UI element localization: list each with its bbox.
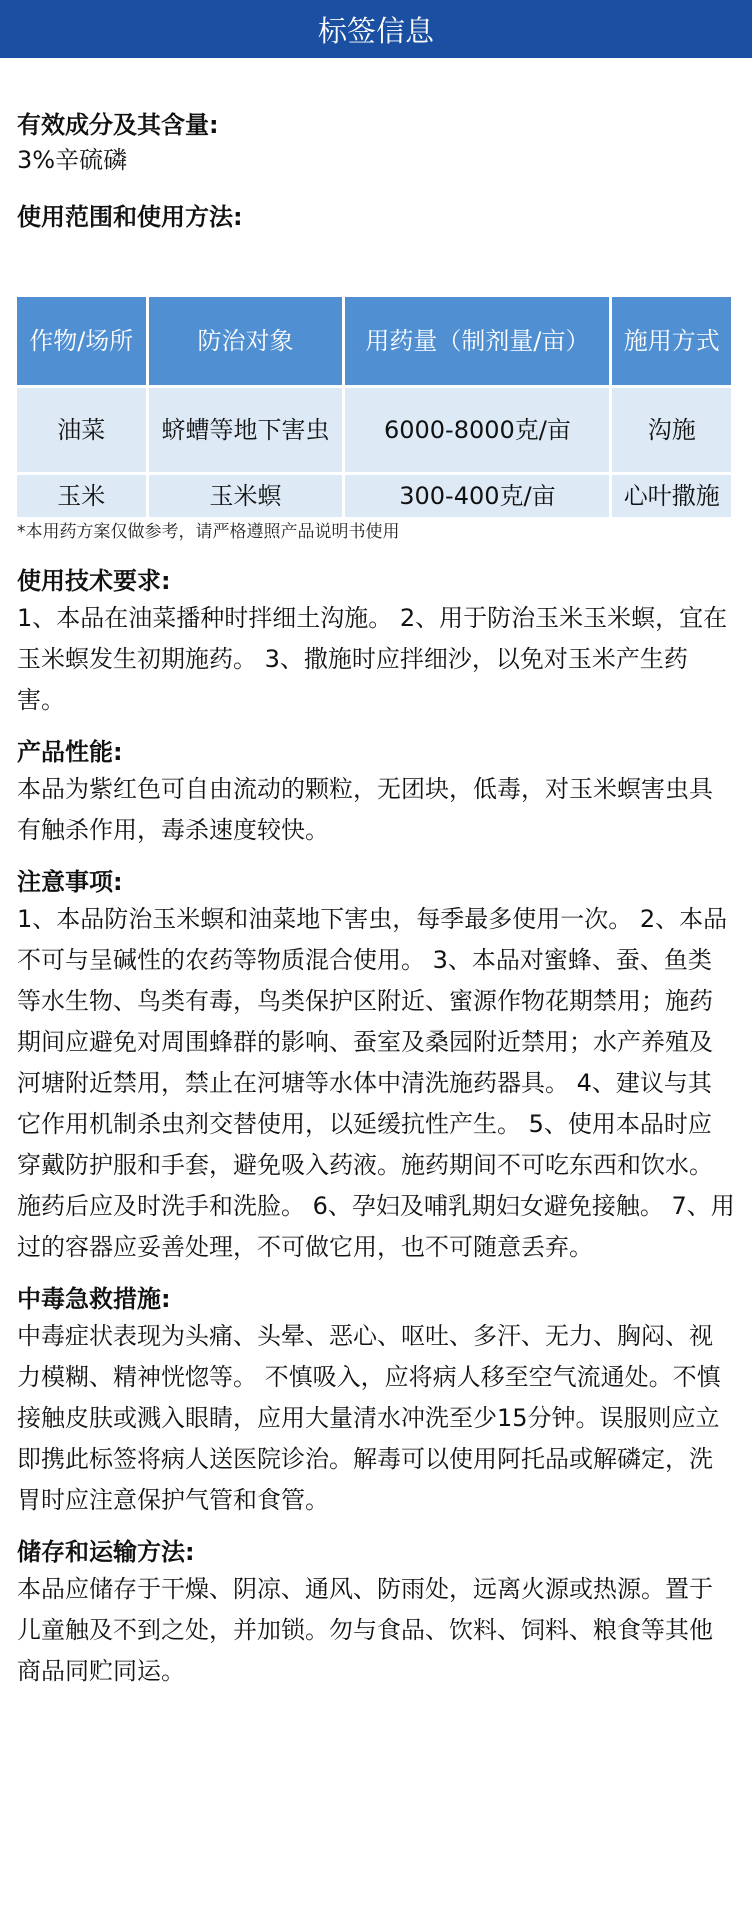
usage-scope-title: 使用范围和使用方法: [17, 203, 243, 231]
section-body-storage: 本品应储存于干燥、阴凉、通风、防雨处，远离火源或热源。置于儿童触及不到之处，并加锁。勿与食品、饮料、饲料、粮食等其他商品同贮同运。 [17, 1575, 713, 1685]
section-body-tech: 1、本品在油菜播种时拌细土沟施。 2、用于防治玉米玉米螟，宜在玉米螟发生初期施药。 3、撒施时应拌细沙，以免对玉米产生药害。 [17, 604, 728, 714]
table-cell: 300-400克/亩 [345, 475, 609, 517]
section-body-precautions: 1、本品防治玉米螟和油菜地下害虫，每季最多使用一次。 2、本品不可与呈碱性的农药等物质混合使用。 3、本品对蜜蜂、蚕、鱼类等水生物、鸟类有毒，鸟类保护区附近、蜜源作物花期禁用；施药期间应避免对周围蜂群的影响、蚕室及桑园附近禁用；水产养殖及河塘附近禁用，禁止在河塘等水体中清洗施药器具。 4、建议与其它作用机制杀虫剂交替使用，以延缓抗性产生。 5、使用本品时应穿戴防护服和手套，避免吸入药液。施药期间不可吃东西和饮水。施药后应及时洗手和洗脸。 6、孕妇及哺乳期妇女避免接触。 7、用过的容器应妥善处理，不可做它用，也不可随意丢弃。 [17, 905, 735, 1261]
table-cell: 油菜 [17, 388, 146, 472]
table-cell: 心叶撒施 [612, 475, 731, 517]
table-cell: 沟施 [612, 388, 731, 472]
table-note: *本用药方案仅做参考，请严格遵照产品说明书使用 [17, 522, 400, 542]
ingredient-value: 3%辛硫磷 [17, 146, 128, 174]
section-body-performance: 本品为紫红色可自由流动的颗粒，无团块，低毒，对玉米螟害虫具有触杀作用，毒杀速度较快。 [17, 775, 713, 844]
section-title-tech: 使用技术要求: [17, 567, 171, 595]
dosage-table [14, 294, 734, 520]
table-cell: 6000-8000克/亩 [345, 388, 609, 472]
table-header-row [17, 297, 731, 385]
table-cell: 玉米螟 [149, 475, 343, 517]
table-cell: 玉米 [17, 475, 146, 517]
table-header-method: 施用方式 [612, 297, 731, 385]
table-header-dosage: 用药量（制剂量/亩） [345, 297, 609, 385]
header-bar [0, 0, 752, 58]
table-cell: 蛴螬等地下害虫 [149, 388, 343, 472]
table-row [17, 475, 731, 517]
section-title-performance: 产品性能: [17, 738, 123, 766]
table-row [17, 388, 731, 472]
section-title-storage: 储存和运输方法: [17, 1538, 195, 1566]
page-title: 标签信息 [317, 13, 434, 48]
section-title-first-aid: 中毒急救措施: [17, 1285, 171, 1313]
table-header-crop: 作物/场所 [17, 297, 146, 385]
label-content [0, 58, 752, 1692]
section-body-first-aid: 中毒症状表现为头痛、头晕、恶心、呕吐、多汗、无力、胸闷、视力模糊、精神恍惚等。 不慎吸入，应将病人移至空气流通处。不慎接触皮肤或溅入眼睛，应用大量清水冲洗至少15分钟。误服则应立即携此标签将病人送医院诊治。解毒可以使用阿托品或解磷定，洗胃时应注意保护气管和食管。 [17, 1322, 721, 1514]
ingredient-title: 有效成分及其含量: [17, 111, 219, 139]
section-title-precautions: 注意事项: [17, 868, 123, 896]
table-header-target: 防治对象 [149, 297, 343, 385]
